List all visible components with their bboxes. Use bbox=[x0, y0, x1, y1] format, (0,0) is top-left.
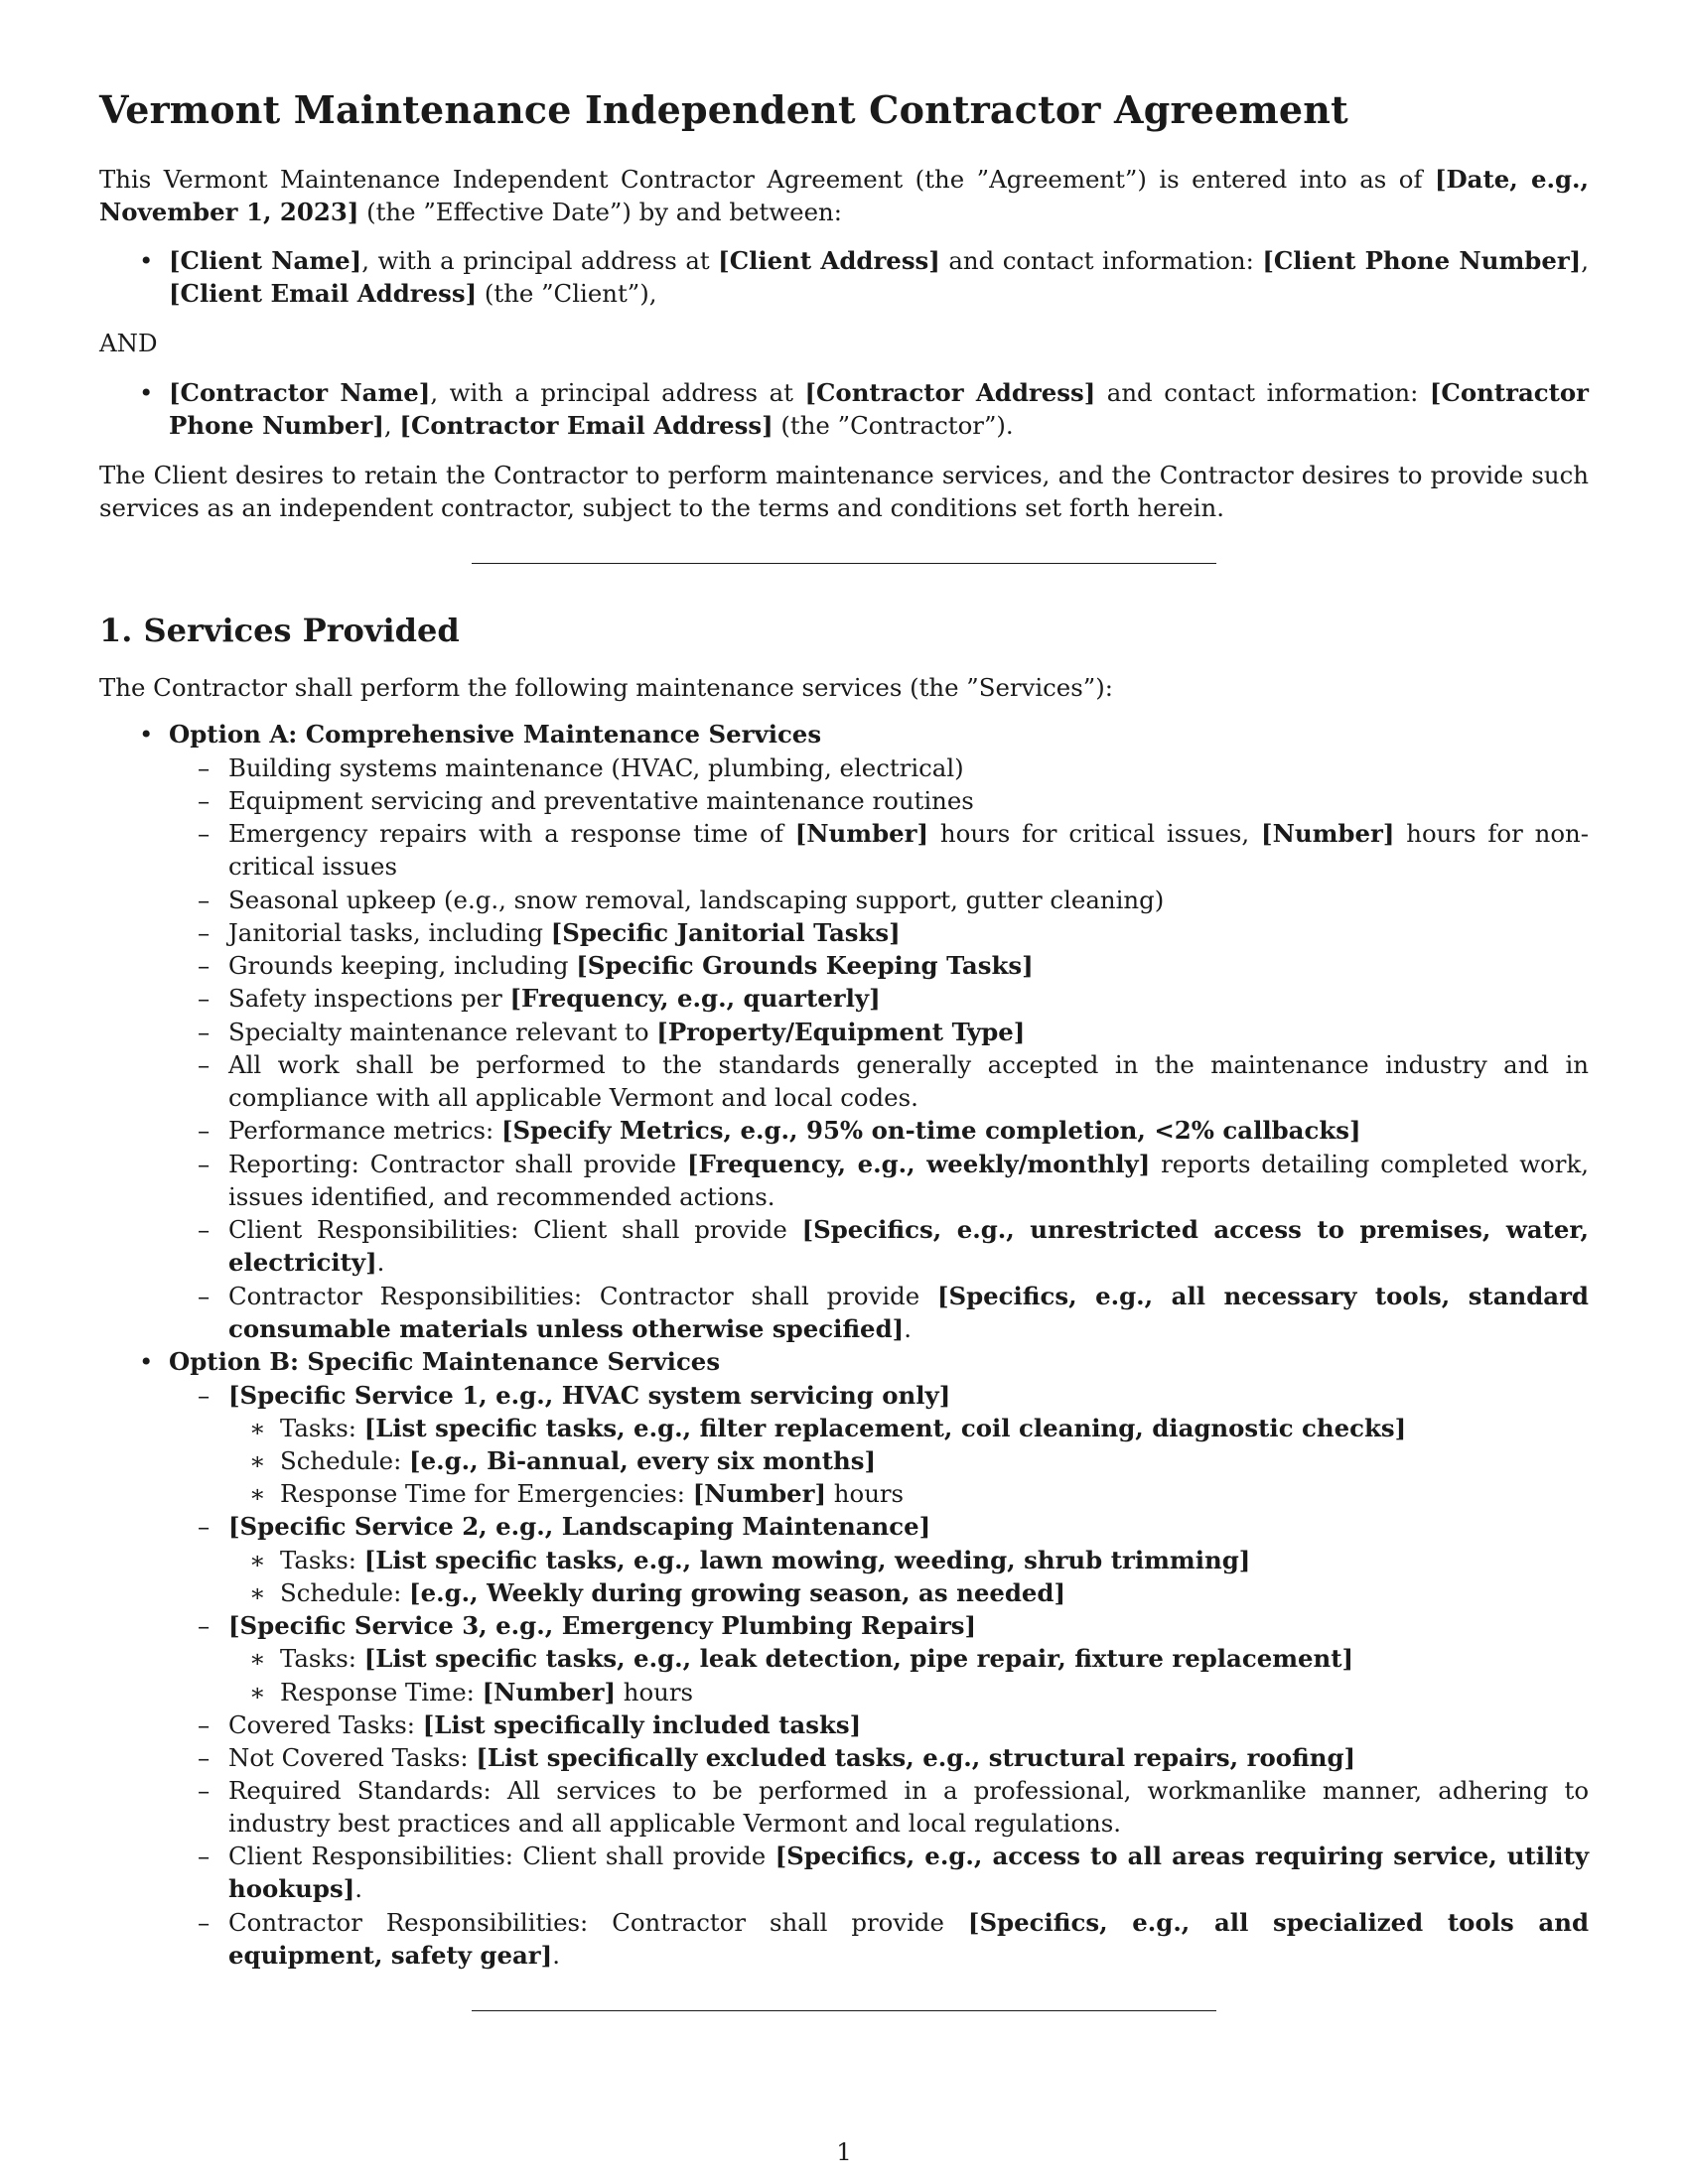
placeholder: [Specify Metrics, e.g., 95% on-time completion, <2% callbacks] bbox=[500, 1116, 1361, 1145]
placeholder: [Specific Service 2, e.g., Landscaping Maintenance] bbox=[228, 1512, 931, 1541]
item-text: All work shall be performed to the standards generally accepted in the maintenance industry and in compliance with all applicable Vermont and local codes. bbox=[228, 1050, 1589, 1113]
dash-marker: – bbox=[198, 1512, 211, 1541]
sub-item bbox=[99, 1412, 1589, 1444]
placeholder: [Number] bbox=[1261, 819, 1395, 848]
text: Janitorial tasks, including bbox=[228, 918, 551, 947]
option-a bbox=[99, 718, 1589, 751]
sub-item bbox=[99, 1576, 1589, 1609]
dash-marker: – bbox=[198, 918, 211, 947]
text: . bbox=[552, 1941, 560, 1971]
text: Contractor Responsibilities: Contractor shall provide bbox=[228, 1282, 937, 1310]
section-lead: The Contractor shall perform the following maintenance services (the ”Services”): bbox=[99, 673, 1113, 702]
text: , with a principal address at bbox=[361, 246, 719, 275]
dash-marker: – bbox=[198, 1282, 211, 1310]
text: , bbox=[1581, 246, 1589, 275]
page-number: 1 bbox=[836, 2137, 852, 2166]
placeholder: [Number] bbox=[482, 1678, 616, 1706]
text: Performance metrics: bbox=[228, 1116, 501, 1145]
list-item bbox=[99, 1510, 1589, 1543]
text: hours bbox=[615, 1678, 694, 1706]
list-item bbox=[99, 1379, 1589, 1412]
placeholder: [List specific tasks, e.g., leak detection, pipe repair, fixture replacement] bbox=[363, 1644, 1354, 1673]
horizontal-rule bbox=[472, 2010, 1216, 2011]
dash-marker: – bbox=[198, 1018, 211, 1046]
list-item bbox=[99, 1741, 1589, 1774]
client-address-placeholder: [Client Address] bbox=[718, 246, 940, 275]
list-item bbox=[99, 1114, 1589, 1147]
text: Response Time: bbox=[280, 1678, 483, 1706]
text: hours bbox=[826, 1479, 905, 1508]
placeholder: [Specifics, e.g., all necessary tools, standard consumable materials unless otherwise specified] bbox=[228, 1282, 1589, 1344]
text: . bbox=[376, 1248, 385, 1278]
intro-text: (the ”Effective Date”) by and between: bbox=[358, 198, 842, 227]
sub-item bbox=[99, 1444, 1589, 1477]
placeholder: [Number] bbox=[692, 1479, 827, 1508]
dash-marker: – bbox=[198, 1050, 211, 1079]
bullet-marker: • bbox=[139, 246, 154, 275]
star-marker: ∗ bbox=[249, 1678, 266, 1706]
client-name-placeholder: [Client Name] bbox=[169, 246, 362, 275]
list-item bbox=[99, 916, 1589, 949]
list-item bbox=[99, 949, 1589, 982]
star-marker: ∗ bbox=[249, 1546, 266, 1574]
text: Tasks: bbox=[280, 1414, 364, 1442]
contractor-party bbox=[99, 376, 1589, 442]
dash-marker: – bbox=[198, 984, 211, 1013]
star-marker: ∗ bbox=[249, 1644, 266, 1673]
placeholder: [List specific tasks, e.g., filter replacement, coil cleaning, diagnostic checks] bbox=[363, 1414, 1407, 1442]
placeholder: [e.g., Weekly during growing season, as needed] bbox=[409, 1578, 1066, 1607]
text: Client Responsibilities: Client shall provide bbox=[228, 1842, 775, 1870]
list-item bbox=[99, 1609, 1589, 1642]
text: Reporting: Contractor shall provide bbox=[228, 1150, 688, 1178]
list-item bbox=[99, 1906, 1589, 1972]
sub-item bbox=[99, 1544, 1589, 1576]
dash-marker: – bbox=[198, 1215, 211, 1244]
list-item bbox=[99, 982, 1589, 1015]
text: Tasks: bbox=[280, 1644, 364, 1673]
option-title: Option A: Comprehensive Maintenance Services bbox=[169, 720, 822, 749]
item-text: Seasonal upkeep (e.g., snow removal, landscaping support, gutter cleaning) bbox=[228, 886, 1165, 914]
item-text: Required Standards: All services to be performed in a professional, workmanlike manner, adhering to industry best practices and all applicable Vermont and local regulations. bbox=[228, 1776, 1589, 1839]
text: . bbox=[904, 1314, 912, 1344]
client-email-placeholder: [Client Email Address] bbox=[169, 279, 478, 309]
text: , with a principal address at bbox=[430, 378, 805, 407]
item-text: Equipment servicing and preventative maintenance routines bbox=[228, 786, 974, 815]
text: and contact information: bbox=[939, 246, 1263, 275]
and-separator: AND bbox=[99, 329, 158, 357]
star-marker: ∗ bbox=[249, 1414, 266, 1442]
star-marker: ∗ bbox=[249, 1446, 266, 1475]
text: Not Covered Tasks: bbox=[228, 1743, 477, 1772]
bullet-marker: • bbox=[139, 378, 154, 407]
contractor-email-placeholder: [Contractor Email Address] bbox=[399, 411, 774, 441]
text: (the ”Contractor”). bbox=[773, 411, 1014, 441]
placeholder: [Specific Service 1, e.g., HVAC system servicing only] bbox=[228, 1381, 951, 1410]
list-item bbox=[99, 1213, 1589, 1279]
placeholder: [Number] bbox=[794, 819, 929, 848]
list-item bbox=[99, 784, 1589, 817]
placeholder: [Specifics, e.g., all specialized tools and equipment, safety gear] bbox=[228, 1908, 1589, 1971]
dash-marker: – bbox=[198, 753, 211, 782]
effective-date-placeholder: [Date, e.g., November 1, 2023] bbox=[99, 165, 1590, 227]
document-title: Vermont Maintenance Independent Contractor Agreement bbox=[99, 87, 1348, 132]
bullet-marker: • bbox=[139, 1347, 154, 1376]
placeholder: [Specific Janitorial Tasks] bbox=[550, 918, 901, 947]
text: . bbox=[354, 1874, 362, 1904]
client-phone-placeholder: [Client Phone Number] bbox=[1262, 246, 1582, 275]
sub-item bbox=[99, 1477, 1589, 1510]
text: Safety inspections per bbox=[228, 984, 510, 1013]
placeholder: [List specifically included tasks] bbox=[422, 1710, 862, 1739]
text: Schedule: bbox=[280, 1446, 410, 1475]
dash-marker: – bbox=[198, 786, 211, 815]
text: Contractor Responsibilities: Contractor shall provide bbox=[228, 1908, 968, 1937]
list-item bbox=[99, 1708, 1589, 1741]
star-marker: ∗ bbox=[249, 1479, 266, 1508]
dash-marker: – bbox=[198, 1743, 211, 1772]
text: hours for non-critical issues bbox=[228, 819, 1589, 882]
dash-marker: – bbox=[198, 951, 211, 980]
text: hours for critical issues, bbox=[928, 819, 1262, 848]
placeholder: [Specifics, e.g., unrestricted access to premises, water, electricity] bbox=[228, 1215, 1589, 1278]
dash-marker: – bbox=[198, 1776, 211, 1805]
placeholder: [Frequency, e.g., quarterly] bbox=[509, 984, 881, 1013]
list-item bbox=[99, 1774, 1589, 1840]
placeholder: [e.g., Bi-annual, every six months] bbox=[409, 1446, 877, 1475]
client-party bbox=[99, 244, 1589, 310]
text: Emergency repairs with a response time of bbox=[228, 819, 795, 848]
text: Covered Tasks: bbox=[228, 1710, 423, 1739]
list-item bbox=[99, 884, 1589, 916]
placeholder: [List specific tasks, e.g., lawn mowing, weeding, shrub trimming] bbox=[363, 1546, 1251, 1574]
dash-marker: – bbox=[198, 1611, 211, 1640]
dash-marker: – bbox=[198, 1150, 211, 1178]
placeholder: [Property/Equipment Type] bbox=[656, 1018, 1026, 1046]
option-b bbox=[99, 1345, 1589, 1378]
dash-marker: – bbox=[198, 1908, 211, 1937]
list-item bbox=[99, 817, 1589, 883]
option-title: Option B: Specific Maintenance Services bbox=[169, 1347, 721, 1376]
section-heading: 1. Services Provided bbox=[99, 612, 460, 649]
item-text: Building systems maintenance (HVAC, plumbing, electrical) bbox=[228, 753, 964, 782]
list-item bbox=[99, 1148, 1589, 1213]
horizontal-rule bbox=[472, 563, 1216, 564]
star-marker: ∗ bbox=[249, 1578, 266, 1607]
placeholder: [Specific Grounds Keeping Tasks] bbox=[576, 951, 1034, 980]
dash-marker: – bbox=[198, 1116, 211, 1145]
dash-marker: – bbox=[198, 1381, 211, 1410]
placeholder: [Specific Service 3, e.g., Emergency Plumbing Repairs] bbox=[228, 1611, 977, 1640]
sub-item bbox=[99, 1676, 1589, 1708]
sub-item bbox=[99, 1642, 1589, 1675]
list-item bbox=[99, 1840, 1589, 1905]
intro-text: This Vermont Maintenance Independent Contractor Agreement (the ”Agreement”) is entered into as of bbox=[99, 165, 1435, 194]
dash-marker: – bbox=[198, 886, 211, 914]
purpose-paragraph: The Client desires to retain the Contractor to perform maintenance services, and the Contractor desires to provide such services as an independent contractor, subject to the terms and conditions set forth herein. bbox=[99, 461, 1589, 523]
text: Client Responsibilities: Client shall provide bbox=[228, 1215, 802, 1244]
text: reports detailing completed work, issues identified, and recommended actions. bbox=[228, 1150, 1589, 1212]
contractor-phone-placeholder: [Contractor Phone Number] bbox=[169, 378, 1589, 441]
text: (the ”Client”), bbox=[477, 279, 657, 309]
dash-marker: – bbox=[198, 1710, 211, 1739]
text: Grounds keeping, including bbox=[228, 951, 577, 980]
intro-paragraph bbox=[99, 163, 1589, 228]
placeholder: [List specifically excluded tasks, e.g., structural repairs, roofing] bbox=[476, 1743, 1356, 1772]
placeholder: [Specifics, e.g., access to all areas requiring service, utility hookups] bbox=[228, 1842, 1590, 1904]
list-item bbox=[99, 1048, 1589, 1114]
contractor-address-placeholder: [Contractor Address] bbox=[804, 378, 1096, 407]
dash-marker: – bbox=[198, 1842, 211, 1870]
list-item bbox=[99, 751, 1589, 784]
placeholder: [Frequency, e.g., weekly/monthly] bbox=[687, 1150, 1151, 1178]
text: Specialty maintenance relevant to bbox=[228, 1018, 657, 1046]
list-item bbox=[99, 1280, 1589, 1345]
text: , bbox=[383, 411, 400, 441]
dash-marker: – bbox=[198, 819, 211, 848]
text: Schedule: bbox=[280, 1578, 410, 1607]
text: and contact information: bbox=[1095, 378, 1430, 407]
text: Response Time for Emergencies: bbox=[280, 1479, 693, 1508]
list-item bbox=[99, 1016, 1589, 1048]
contractor-name-placeholder: [Contractor Name] bbox=[169, 378, 431, 407]
text: Tasks: bbox=[280, 1546, 364, 1574]
bullet-marker: • bbox=[139, 720, 154, 749]
